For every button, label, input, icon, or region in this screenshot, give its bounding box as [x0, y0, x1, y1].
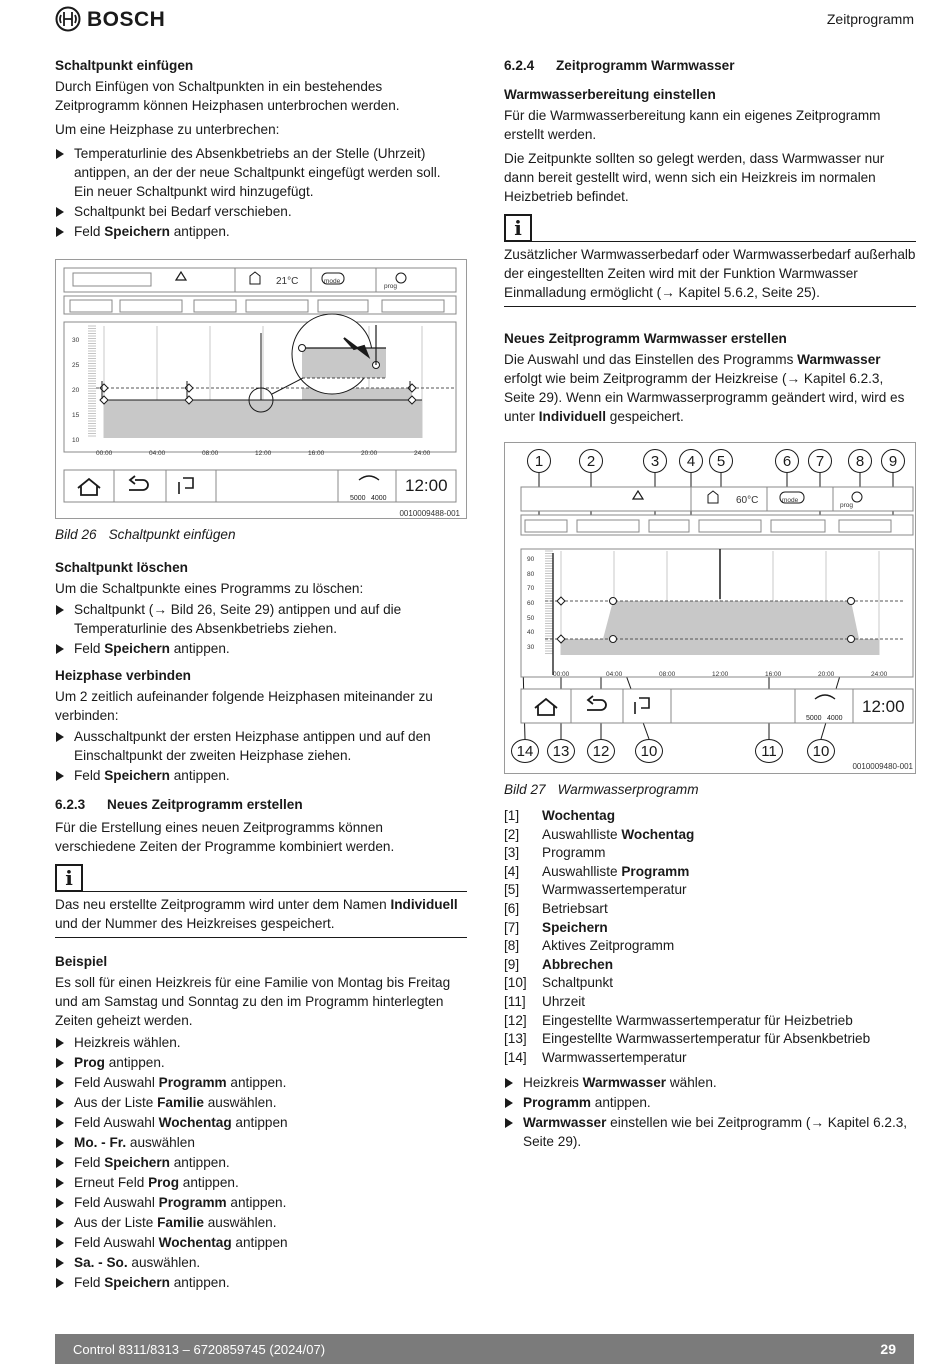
- figure-27-legend: [504, 807, 916, 1067]
- list-item: Feld Speichern antippen.: [55, 766, 467, 785]
- callout-8: 8: [848, 449, 872, 473]
- legend-row: [8] Aktives Zeitprogramm: [504, 938, 675, 954]
- heading-delete: Schaltpunkt löschen: [55, 560, 188, 575]
- connect-intro: Um 2 zeitlich aufeinander folgende Heizphasen miteinander zu verbinden:: [55, 689, 433, 723]
- y-tick-label: 10: [72, 437, 80, 444]
- bosch-armature-icon: [55, 6, 81, 32]
- callout-9: 9: [881, 449, 905, 473]
- heading-connect: Heizphase verbinden: [55, 668, 191, 683]
- y-tick-label: 60: [527, 600, 535, 607]
- legend-row: [11] Uhrzeit: [504, 993, 586, 1009]
- callout-10: 10: [807, 739, 835, 763]
- y-tick-label: 30: [527, 644, 535, 651]
- heading-insert: Schaltpunkt einfügen: [55, 58, 194, 73]
- y-tick-label: 25: [72, 362, 80, 369]
- y-tick-label: 80: [527, 570, 535, 578]
- value-4000: 4000: [371, 495, 387, 502]
- clock-display: 12:00: [862, 697, 905, 716]
- legend-row: [5] Warmwassertemperatur: [504, 882, 687, 898]
- figure-26-caption: Bild 26 Schaltpunkt einfügen: [55, 527, 236, 542]
- legend-row: [9] Abbrechen: [504, 956, 614, 972]
- list-item: Feld Speichern antippen.: [55, 639, 467, 658]
- list-item: Warmwasser einstellen wie bei Zeitprogramm (→ Kapitel 6.2.3, Seite 29).: [504, 1113, 916, 1151]
- x-tick-label: 00:00: [96, 450, 113, 457]
- delete-intro: Um die Schaltpunkte eines Programms zu löschen:: [55, 581, 364, 596]
- x-tick-label: 20:00: [361, 450, 378, 457]
- list-item: Feld Speichern antippen.: [55, 1153, 467, 1172]
- list-item: Programm antippen.: [504, 1093, 916, 1112]
- bosch-logo: [55, 6, 165, 32]
- y-tick-label: 70: [527, 585, 535, 593]
- legend-row: [13] Eingestellte Warmwassertemperatur für Absenkbetrieb: [504, 1031, 871, 1047]
- example-intro: Es soll für einen Heizkreis für eine Familie von Montag bis Freitag und am Samstag und Sonntag zu den im Programm hinterlegten Zeiten geheizt werden.: [55, 975, 451, 1028]
- callout-3: 3: [643, 449, 667, 473]
- info-box-einmalladung: i Zusätzlicher Warmwasserbedarf oder Warmwasserbedarf außerhalb der eingestellten Zeiten wird mit der Funktion Warmwasser Einmalladung ermöglicht (→ Kapitel 5.6.2, Seite 25).: [504, 214, 916, 307]
- list-item: Aus der Liste Familie auswählen.: [55, 1093, 467, 1112]
- figure-26: [55, 259, 467, 519]
- connect-steps: [55, 727, 467, 785]
- callout-2: 2: [579, 449, 603, 473]
- x-tick-label: 04:00: [606, 671, 623, 678]
- callout-10: 10: [635, 739, 663, 763]
- switch-point: [848, 598, 855, 605]
- figure-27-caption: Bild 27 Warmwasserprogramm: [504, 782, 699, 797]
- heading-new-ww: Neues Zeitprogramm Warmwasser erstellen: [504, 331, 787, 346]
- list-item: Feld Auswahl Wochentag antippen: [55, 1233, 467, 1252]
- legend-row: [3] Programm: [504, 845, 606, 861]
- prog-label: prog: [384, 283, 398, 290]
- switch-point: [848, 636, 855, 643]
- right-column: [504, 56, 916, 1155]
- page-footer: [55, 1334, 914, 1364]
- mode-label: mode: [324, 278, 341, 285]
- value-5000: 5000: [806, 715, 822, 722]
- x-tick-label: 04:00: [149, 450, 166, 457]
- callout-4: 4: [679, 449, 703, 473]
- x-tick-label: 08:00: [659, 671, 676, 678]
- info-icon: i: [55, 864, 83, 892]
- callout-6: 6: [775, 449, 799, 473]
- document-id: Control 8311/8313 – 6720859745 (2024/07): [73, 1341, 326, 1357]
- new-ww-text: Die Auswahl und das Einstellen des Programms Warmwasser erfolgt wie beim Zeitprogramm der Heizkreise (→ Kapitel 6.2.3, Seite 29). Wenn ein Warmwasserprogramm geändert wird, wird es unter Individuell gespeichert.: [504, 352, 905, 424]
- value-4000: 4000: [827, 715, 843, 722]
- value-5000: 5000: [350, 495, 366, 502]
- list-item: Feld Auswahl Wochentag antippen: [55, 1113, 467, 1132]
- list-item: Prog antippen.: [55, 1053, 467, 1072]
- legend-row: [6] Betriebsart: [504, 900, 608, 916]
- heading-6-2-4: 6.2.4 Zeitprogramm Warmwasser: [504, 58, 735, 73]
- clock-display: 12:00: [405, 476, 448, 495]
- switch-point: [610, 636, 617, 643]
- callout-14: 14: [511, 739, 539, 763]
- insert-intro: Durch Einfügen von Schaltpunkten in ein bestehendes Zeitprogramm können Heizphasen unterbrochen werden.: [55, 79, 400, 113]
- prog-label: prog: [840, 502, 854, 509]
- x-tick-label: 20:00: [818, 671, 835, 678]
- y-tick-label: 15: [72, 412, 80, 419]
- legend-row: [4] Auswahlliste Programm: [504, 863, 690, 879]
- ww-steps: [504, 1073, 916, 1151]
- mode-label: mode: [782, 497, 799, 504]
- callout-13: 13: [547, 739, 575, 763]
- x-tick-label: 16:00: [308, 450, 325, 457]
- x-tick-label: 00:00: [553, 671, 570, 678]
- ww-p2: Die Zeitpunkte sollten so gelegt werden, dass Warmwasser nur dann bereit gestellt wird, wenn sich ein Heizkreis im normalen Heizbetrieb befindet.: [504, 151, 885, 204]
- y-tick-label: 50: [527, 614, 535, 622]
- list-item: Feld Auswahl Programm antippen.: [55, 1073, 467, 1092]
- figure-code: 0010009480-001: [852, 762, 913, 771]
- ww-p1: Für die Warmwasserbereitung kann ein eigenes Zeitprogramm erstellt werden.: [504, 108, 881, 142]
- page-number: 29: [880, 1340, 896, 1357]
- heading-6-2-3: 6.2.3 Neues Zeitprogramm erstellen: [55, 797, 303, 812]
- list-item: Feld Auswahl Programm antippen.: [55, 1193, 467, 1212]
- delete-steps: [55, 600, 467, 658]
- ww-temperature: 60°C: [736, 495, 759, 506]
- legend-row: [14] Warmwassertemperatur: [504, 1049, 687, 1065]
- y-tick-label: 40: [527, 629, 535, 637]
- list-item: Heizkreis wählen.: [55, 1033, 467, 1052]
- info-box-individuell: i Das neu erstellte Zeitprogramm wird unter dem Namen Individuell und der Nummer des Heizkreises gespeichert.: [55, 864, 467, 938]
- list-item: Schaltpunkt bei Bedarf verschieben.: [55, 202, 467, 221]
- insert-lead: Um eine Heizphase zu unterbrechen:: [55, 122, 280, 137]
- brand-name: BOSCH: [87, 7, 166, 31]
- callout-1: 1: [527, 449, 551, 473]
- legend-row: [2] Auswahlliste Wochentag: [504, 826, 695, 842]
- figure-code: 0010009488-001: [399, 509, 460, 518]
- callout-5: 5: [709, 449, 733, 473]
- list-item: Feld Speichern antippen.: [55, 222, 467, 241]
- list-item: Aus der Liste Familie auswählen.: [55, 1213, 467, 1232]
- section-title: Zeitprogramm: [826, 11, 914, 27]
- list-item: Feld Speichern antippen.: [55, 1273, 467, 1292]
- callout-12: 12: [587, 739, 615, 763]
- callout-7: 7: [808, 449, 832, 473]
- y-tick-label: 90: [527, 556, 535, 563]
- insert-steps: [55, 144, 467, 241]
- s623-intro: Für die Erstellung eines neuen Zeitprogramms können verschiedene Zeiten der Programme kombiniert werden.: [55, 820, 395, 854]
- list-item: Sa. - So. auswählen.: [55, 1253, 467, 1272]
- room-temperature: 21°C: [276, 276, 299, 287]
- x-tick-label: 16:00: [765, 671, 782, 678]
- x-tick-label: 12:00: [255, 450, 272, 457]
- left-column: [55, 56, 467, 1296]
- legend-row: [10] Schaltpunkt: [504, 975, 614, 991]
- legend-row: [12] Eingestellte Warmwassertemperatur für Heizbetrieb: [504, 1012, 853, 1028]
- y-tick-label: 20: [72, 387, 80, 394]
- list-item: Heizkreis Warmwasser wählen.: [504, 1073, 916, 1092]
- legend-row: [1] Wochentag: [504, 808, 616, 823]
- legend-row: [7] Speichern: [504, 919, 608, 935]
- list-item: Temperaturlinie des Absenkbetriebs an der Stelle (Uhrzeit) antippen, an der der neue Schaltpunkt eingefügt werden soll. Ein neuer Schaltpunkt wird hinzugefügt.: [55, 144, 467, 201]
- y-tick-label: 30: [72, 337, 80, 344]
- switch-point: [610, 598, 617, 605]
- info-icon: i: [504, 214, 532, 242]
- heading-ww: Warmwasserbereitung einstellen: [504, 87, 716, 102]
- list-item: Mo. - Fr. auswählen: [55, 1133, 467, 1152]
- example-steps: [55, 1033, 467, 1292]
- x-tick-label: 24:00: [871, 671, 888, 678]
- figure-27: [504, 442, 916, 774]
- x-tick-label: 08:00: [202, 450, 219, 457]
- list-item: Schaltpunkt (→ Bild 26, Seite 29) antippen und auf die Temperaturlinie des Absenkbetriebs ziehen.: [55, 600, 467, 638]
- x-tick-label: 12:00: [712, 671, 729, 678]
- heading-example: Beispiel: [55, 954, 108, 969]
- list-item: Erneut Feld Prog antippen.: [55, 1173, 467, 1192]
- callout-11: 11: [755, 739, 783, 763]
- list-item: Ausschaltpunkt der ersten Heizphase antippen und auf den Einschaltpunkt der zweiten Heizphase ziehen.: [55, 727, 467, 765]
- figure-27-drawing: [505, 443, 915, 773]
- x-tick-label: 24:00: [414, 450, 431, 457]
